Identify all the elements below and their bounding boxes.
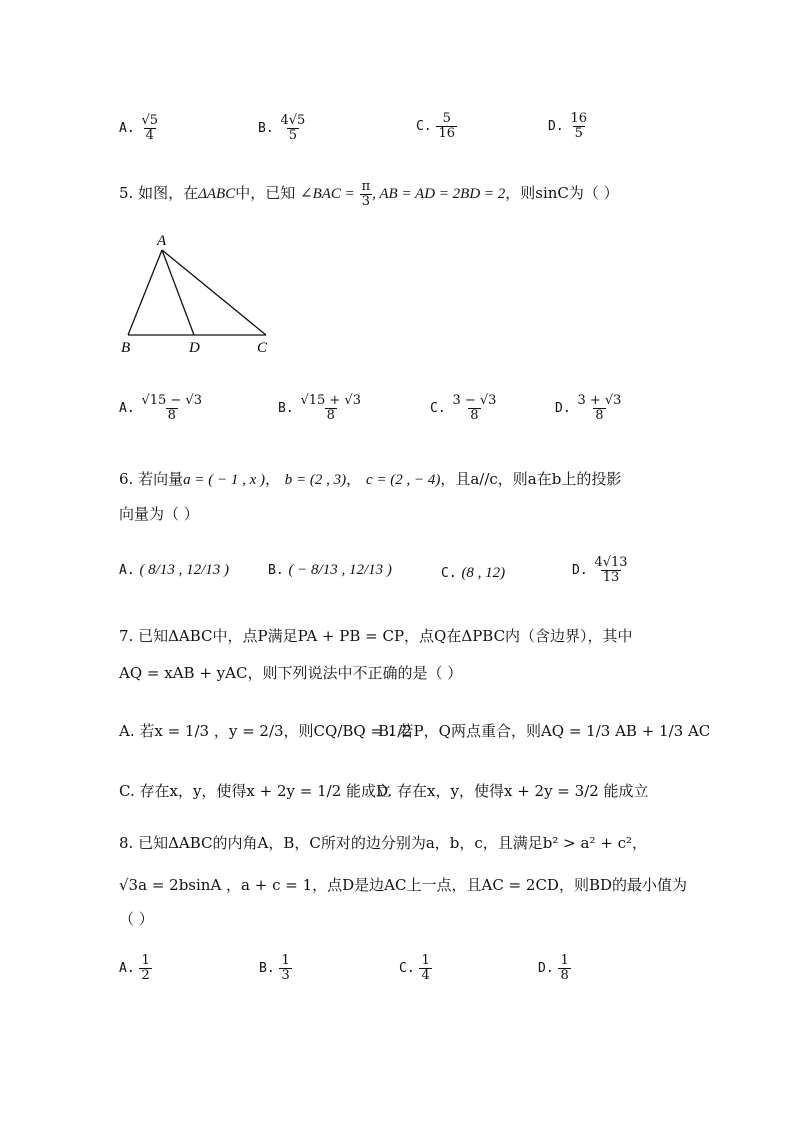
- q8-option-d: [538, 954, 571, 982]
- option-label: D.: [538, 961, 554, 977]
- option-label: C.: [430, 401, 446, 417]
- option-label: A.: [119, 961, 135, 977]
- option-label: B.: [278, 401, 294, 417]
- numerator: 1: [281, 953, 290, 968]
- denominator: 5: [288, 127, 297, 143]
- numerator: √5: [141, 113, 158, 128]
- denominator: 8: [326, 407, 335, 423]
- q5-option-d: [555, 394, 623, 422]
- q5-cond: , AB = AD = 2BD = 2: [372, 186, 506, 203]
- denominator: 3: [361, 193, 370, 209]
- option-label: B.: [259, 961, 275, 977]
- option-text: (8 , 12): [461, 565, 506, 581]
- label-a: A: [157, 233, 167, 249]
- q8-stem-line2: √3a = 2bsinA ，a + c = 1，点D是边AC上一点，且AC = 2CD，则BD的最小值为: [119, 876, 687, 894]
- numerator: √15 + √3: [300, 393, 361, 408]
- fraction: [139, 114, 160, 142]
- option-label: A.: [119, 563, 135, 578]
- q6-vector-c: c = (2 , − 4): [365, 472, 441, 488]
- denominator: 2: [141, 967, 150, 983]
- option-label: C.: [416, 119, 432, 135]
- fraction: [278, 114, 307, 142]
- option-text: ( − 8/13 , 12/13 ): [288, 562, 392, 578]
- numerator: √15 − √3: [141, 393, 202, 408]
- q6-option-b: [268, 560, 392, 579]
- q8-option-b: [259, 954, 292, 982]
- triangle-figure: [110, 228, 290, 358]
- q5-triangle: ΔABC: [198, 186, 236, 203]
- q5-option-a: [119, 394, 204, 422]
- q8-option-a: [119, 954, 152, 982]
- fraction: [298, 394, 363, 422]
- denominator: 5: [574, 125, 583, 141]
- q6-option-a: [119, 560, 229, 579]
- denominator: 4: [421, 967, 430, 983]
- denominator: 8: [167, 407, 176, 423]
- q5-prefix: 5. 如图，在: [119, 184, 199, 203]
- numerator: 3 + √3: [577, 393, 622, 408]
- option-label: D.: [555, 401, 571, 417]
- option-label: A.: [119, 401, 135, 417]
- q4-option-d: [548, 112, 589, 140]
- option-label: C.: [441, 566, 457, 581]
- q5-stem: [119, 180, 619, 208]
- numerator: 4√13: [594, 555, 628, 570]
- label-b: B: [121, 340, 131, 356]
- q4-option-a: [119, 114, 160, 142]
- numerator: 1: [560, 953, 569, 968]
- q6-vector-a: a = ( − 1 , x ): [183, 472, 265, 488]
- fraction: [592, 556, 629, 584]
- denominator: 3: [281, 967, 290, 983]
- fraction: [436, 112, 457, 140]
- option-label: B.: [258, 121, 274, 137]
- q7-stem-line1: 7. 已知ΔABC中，点P满足PA + PB = CP，点Q在ΔPBC内（含边界），其中: [119, 627, 633, 645]
- q7-option-c: C. 存在x，y，使得x + 2y = 1/2 能成立: [119, 782, 392, 800]
- q6-vector-b: b = (2 , 3): [284, 472, 347, 488]
- q7-option-a: A. 若x = 1/3 ，y = 2/3，则CQ/BQ = 1/2: [119, 722, 412, 740]
- denominator: 8: [470, 407, 479, 423]
- fraction: [575, 394, 623, 422]
- q6-option-d: [572, 556, 630, 584]
- numerator: 1: [141, 953, 150, 968]
- q5-suffix: ，则sinC为（ ）: [505, 184, 619, 203]
- option-label: D.: [548, 119, 564, 135]
- q6-prefix: 6. 若向量: [119, 470, 184, 488]
- side-ab: [128, 250, 162, 335]
- fraction: [450, 394, 498, 422]
- q4-option-c: [416, 112, 457, 140]
- fraction: [419, 954, 431, 982]
- numerator: 3 − √3: [452, 393, 497, 408]
- option-label: A.: [119, 121, 135, 137]
- q8-option-c: [399, 954, 432, 982]
- fraction: [139, 954, 151, 982]
- q7-option-b: B. 若P，Q两点重合，则AQ = 1/3 AB + 1/3 AC: [378, 722, 711, 740]
- numerator: π: [361, 179, 371, 194]
- q4-option-b: [258, 114, 307, 142]
- q7-option-d: D. 存在x，y，使得x + 2y = 3/2 能成立: [376, 782, 649, 800]
- fraction: [279, 954, 291, 982]
- q8-stem-line3: （ ）: [119, 910, 154, 928]
- q6-parallel: ，且a//c，则a在b上的投影: [440, 470, 622, 488]
- denominator: 8: [560, 967, 569, 983]
- option-label: C.: [399, 961, 415, 977]
- q8-stem-line1: 8. 已知ΔABC的内角A，B，C所对的边分别为a，b，c，且满足b² > a² + c²，: [119, 834, 647, 852]
- q5-option-c: [430, 394, 498, 422]
- q6-option-c: [441, 563, 505, 582]
- numerator: 16: [570, 111, 587, 126]
- numerator: 4√5: [280, 113, 306, 128]
- q5-pi-frac: [360, 180, 373, 208]
- fraction: [139, 394, 204, 422]
- q6-stem-line1: 6. 若向量a = ( − 1 , x )， b = (2 , 3)， c = (2 , − 4)，且a//c，则a在b上的投影: [119, 470, 622, 488]
- q5-mid: 中，已知: [235, 184, 296, 203]
- q7-stem-line2: AQ = xAB + yAC，则下列说法中不正确的是（ ）: [119, 664, 463, 682]
- q6-stem-line2: 向量为（ ）: [119, 505, 199, 523]
- denominator: 8: [595, 407, 604, 423]
- fraction: [558, 954, 570, 982]
- q5-angle: ∠BAC =: [300, 186, 355, 203]
- denominator: 13: [602, 569, 620, 585]
- option-label: D.: [572, 563, 588, 579]
- fraction: [568, 112, 589, 140]
- numerator: 5: [442, 111, 451, 126]
- option-text: ( 8/13 , 12/13 ): [139, 562, 230, 578]
- denominator: 4: [145, 127, 154, 143]
- option-label: B.: [268, 563, 284, 578]
- denominator: 16: [438, 125, 455, 141]
- numerator: 1: [421, 953, 430, 968]
- q5-option-b: [278, 394, 363, 422]
- label-d: D: [189, 340, 200, 356]
- label-c: C: [257, 340, 268, 356]
